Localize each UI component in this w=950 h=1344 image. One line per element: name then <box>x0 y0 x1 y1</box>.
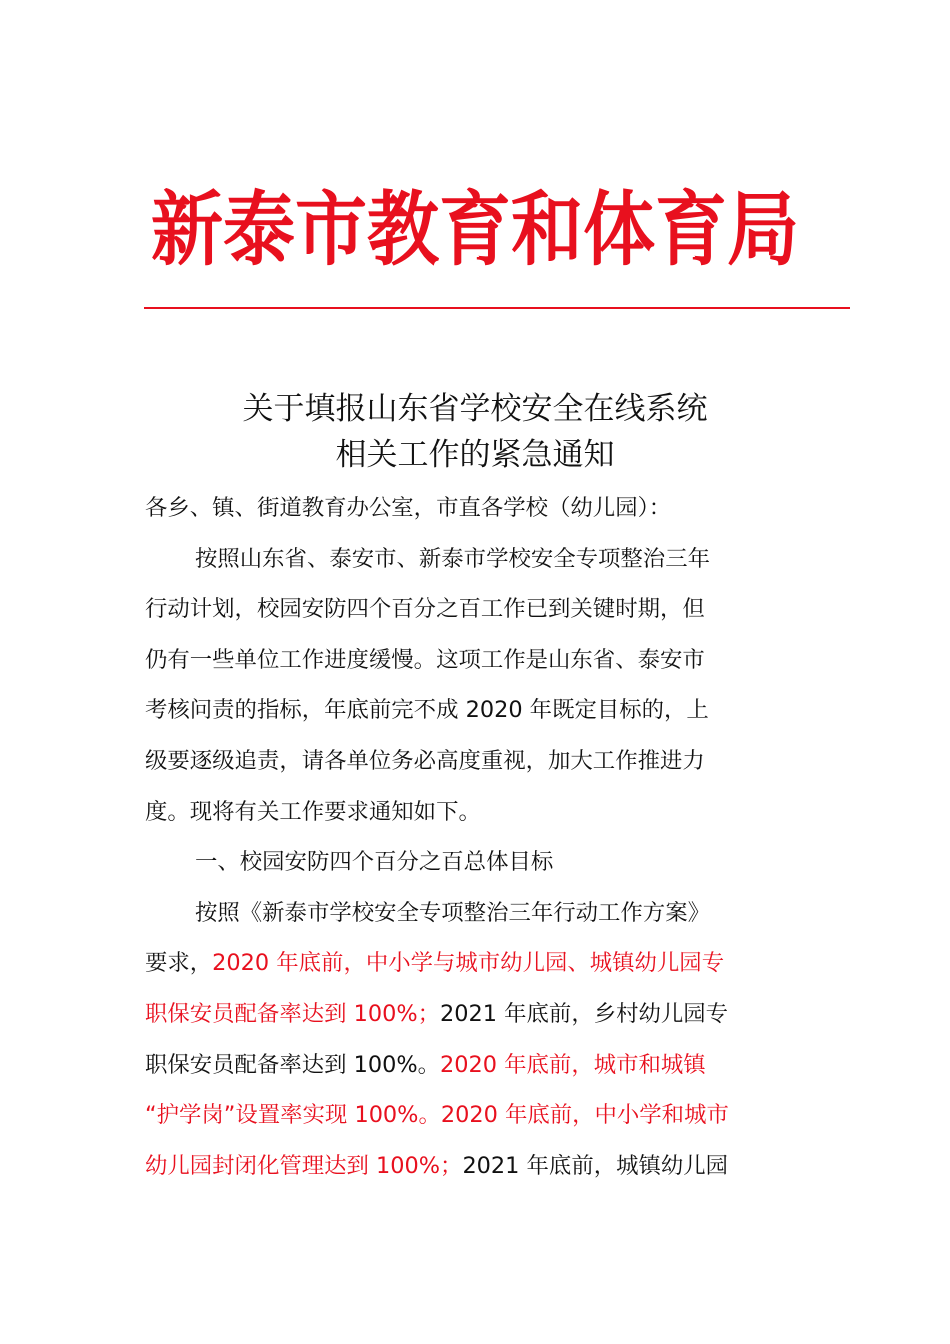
p2-l6-normal: 2021 年底前，城镇幼儿园 <box>462 1152 729 1179</box>
paragraph-1-line-4: 考核问责的指标，年底前完不成 2020 年既定目标的，上 <box>145 697 709 724</box>
p2-l4-highlight: 2020 年底前，城市和城镇 <box>440 1051 706 1078</box>
p2-l2-normal: 要求， <box>145 950 213 977</box>
document-title-line-1: 关于填报山东省学校安全在线系统 <box>242 391 708 427</box>
p2-l3-normal: 2021 年底前，乡村幼儿园专 <box>440 1000 729 1027</box>
paragraph-1-line-5: 级要逐级追责，请各单位务必高度重视，加大工作推进力 <box>145 747 705 774</box>
paragraph-2-line-2 <box>145 938 810 989</box>
document-body <box>145 483 810 1191</box>
paragraph-2-line-1: 按照《新泰市学校安全专项整治三年行动工作方案》 <box>195 899 710 926</box>
red-divider-line <box>144 307 850 309</box>
paragraph-2-line-4 <box>145 1040 810 1091</box>
paragraph-2-line-3 <box>145 989 810 1040</box>
paragraph-1-line-6: 度。现将有关工作要求通知如下。 <box>145 798 481 825</box>
p2-l6-highlight: 幼儿园封闭化管理达到 100%； <box>145 1152 463 1179</box>
document-title <box>0 386 950 478</box>
p2-l2-highlight: 2020 年底前，中小学与城市幼儿园、城镇幼儿园专 <box>212 950 725 977</box>
p2-l4-normal: 职保安员配备率达到 100%。 <box>145 1051 441 1078</box>
paragraph-2-line-5: “护学岗”设置率实现 100%。2020 年底前，中小学和城市 <box>145 1102 729 1129</box>
p2-l3-highlight: 职保安员配备率达到 100%； <box>145 1000 441 1027</box>
salutation: 各乡、镇、街道教育办公室，市直各学校（幼儿园）： <box>145 495 672 521</box>
issuer-masthead: 新泰市教育和体育局 <box>150 182 799 277</box>
paragraph-1-line-3: 仍有一些单位工作进度缓慢。这项工作是山东省、泰安市 <box>145 646 705 673</box>
paragraph-2-line-6 <box>145 1141 810 1192</box>
paragraph-1-line-2: 行动计划，校园安防四个百分之百工作已到关键时期，但 <box>145 596 705 623</box>
section-1-heading: 一、校园安防四个百分之百总体目标 <box>195 849 554 876</box>
paragraph-1-line-1: 按照山东省、泰安市、新泰市学校安全专项整治三年 <box>195 545 710 572</box>
document-title-line-2: 相关工作的紧急通知 <box>335 437 615 473</box>
